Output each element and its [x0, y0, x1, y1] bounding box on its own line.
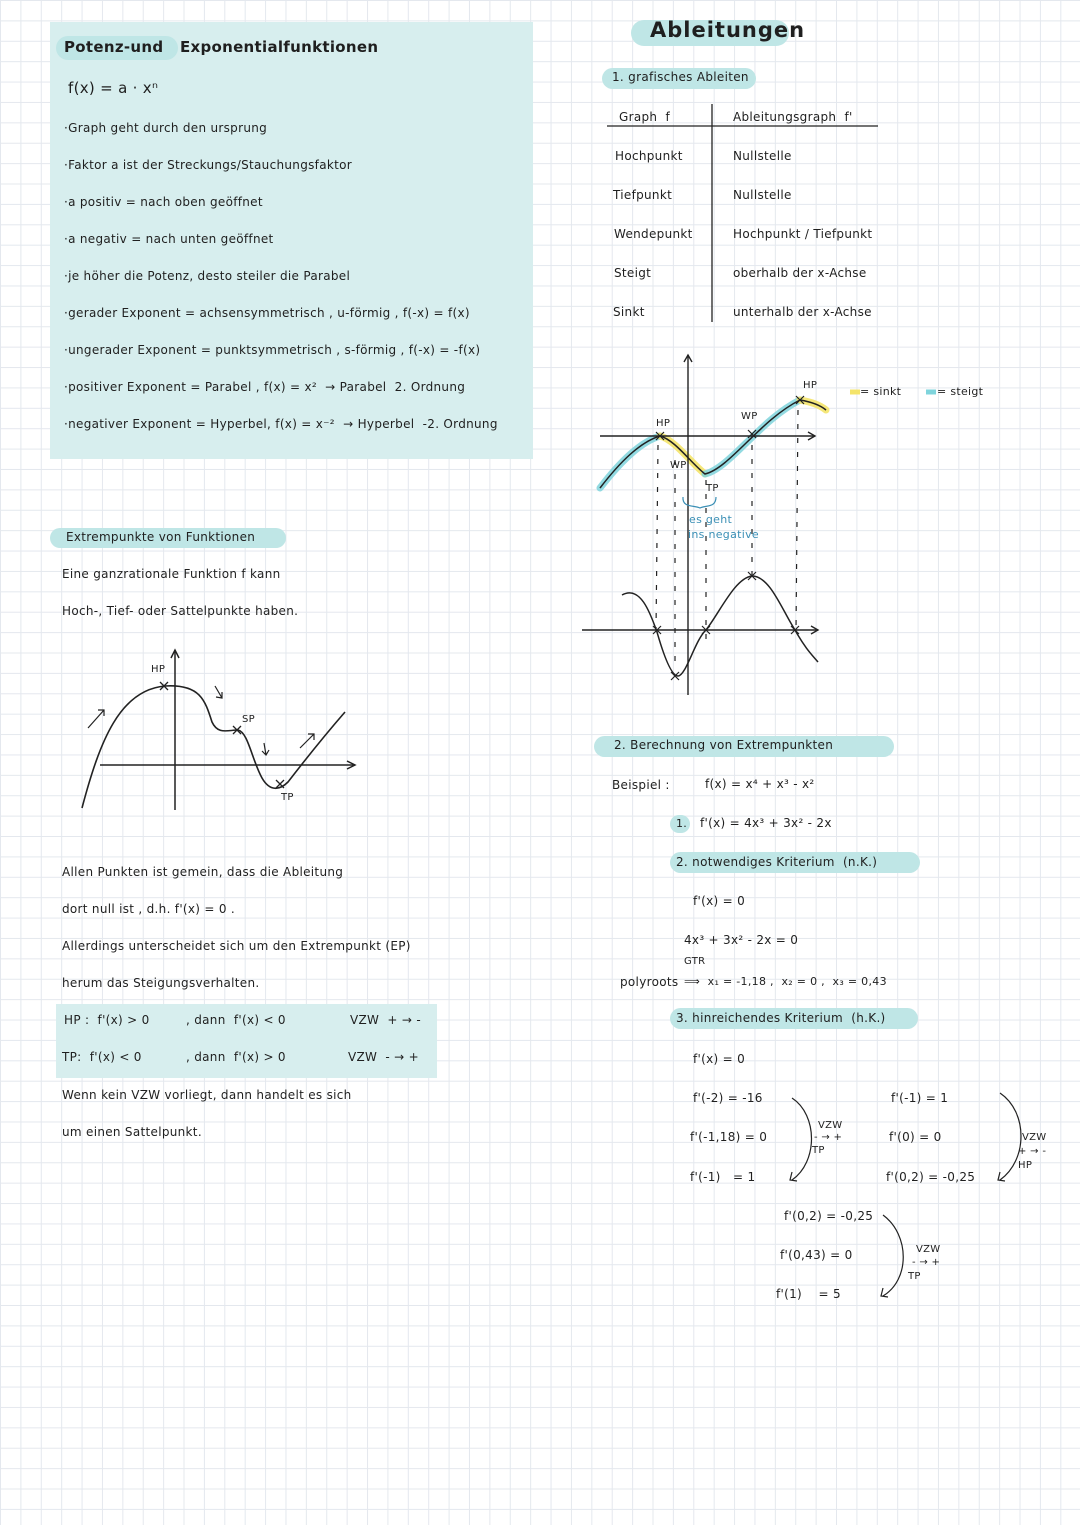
group3-line: f'(0,2) = -0,25	[784, 1209, 874, 1223]
tp-label: TP	[281, 792, 294, 803]
hp-vzw: VZW + → -	[350, 1013, 421, 1027]
potenz-line: ·positiver Exponent = Parabel , f(x) = x² → Parabel 2. Ordnung	[64, 380, 466, 394]
group1-line: f'(-2) = -16	[693, 1091, 763, 1105]
drop-line	[656, 445, 658, 630]
extrem-text: Allerdings unterscheidet sich um den Extrempunkt (EP)	[62, 939, 411, 953]
potenz-line: ·gerader Exponent = achsensymmetrisch , u-förmig , f(-x) = f(x)	[64, 306, 470, 320]
vzw-sign: - → +	[912, 1257, 941, 1268]
step1-formula: f'(x) = 4x³ + 3x² - 2x	[700, 816, 832, 830]
min-marker	[671, 672, 679, 680]
arrow-up-icon	[88, 710, 104, 728]
note-label: ins negative	[688, 528, 759, 541]
bracket-icon	[883, 1215, 903, 1296]
extrem-outro: Wenn kein VZW vorliegt, dann handelt es sich	[62, 1088, 352, 1102]
roots-result: ⟹ x₁ = -1,18 , x₂ = 0 , x₃ = 0,43	[684, 975, 887, 988]
potenz-line: ·je höher die Potenz, desto steiler die Parabel	[64, 269, 351, 283]
wp-marker	[748, 430, 756, 438]
potenz-line: ·negativer Exponent = Hyperbel, f(x) = x⁻² → Hyperbel -2. Ordnung	[64, 417, 498, 431]
tp-marker	[276, 780, 284, 788]
vzw-result: TP	[812, 1145, 825, 1156]
extrem-outro: um einen Sattelpunkt.	[62, 1125, 202, 1139]
group2-line: f'(0) = 0	[889, 1130, 942, 1144]
potenz-formula: f(x) = a · xⁿ	[68, 79, 159, 97]
table-cell: Wendepunkt	[614, 227, 693, 241]
potenz-line: ·a negativ = nach unten geöffnet	[64, 232, 274, 246]
group2-line: f'(0,2) = -0,25	[886, 1170, 976, 1184]
brace-icon	[683, 497, 716, 508]
vzw-result: TP	[908, 1271, 921, 1282]
hp-then: , dann f'(x) < 0	[186, 1013, 286, 1027]
hp-marker	[796, 396, 804, 404]
potenz-line: ·a positiv = nach oben geöffnet	[64, 195, 263, 209]
upper-x-arrow	[808, 432, 815, 440]
hk-line: f'(x) = 0	[693, 1052, 746, 1066]
table-cell: oberhalb der x-Achse	[733, 266, 867, 280]
tp-then: , dann f'(x) > 0	[186, 1050, 286, 1064]
group1-line: f'(-1) = 1	[690, 1170, 756, 1184]
section2-title: 2. Berechnung von Extrempunkten	[614, 738, 834, 752]
extrem-intro: Eine ganzrationale Funktion f kann	[62, 567, 281, 581]
steigt-highlight	[600, 436, 660, 488]
beispiel-label: Beispiel :	[612, 778, 670, 792]
table-cell: Hochpunkt	[615, 149, 683, 163]
group3-line: f'(0,43) = 0	[780, 1248, 853, 1262]
extrem-text: herum das Steigungsverhalten.	[62, 976, 260, 990]
table-cell: Nullstelle	[733, 188, 792, 202]
sp-label: SP	[242, 714, 255, 725]
x-axis-arrow	[347, 761, 355, 769]
table-cell: Tiefpunkt	[613, 188, 673, 202]
wp-label: WP	[741, 411, 758, 422]
sinkt-highlight	[800, 400, 826, 410]
polyroots-label: polyroots	[620, 975, 679, 989]
bracket-icon	[792, 1098, 812, 1180]
zero-marker	[653, 626, 661, 634]
legend-steigt: = steigt	[937, 385, 984, 398]
nk-line: 4x³ + 3x² - 2x = 0	[684, 933, 799, 947]
tp-condition: TP: f'(x) < 0	[62, 1050, 142, 1064]
vzw-label: VZW	[916, 1244, 941, 1255]
extrem-intro: Hoch-, Tief- oder Sattelpunkte haben.	[62, 604, 299, 618]
potenz-line: ·Faktor a ist der Streckungs/Stauchungsfaktor	[64, 158, 352, 172]
nk-line: GTR	[684, 956, 706, 967]
potenz-title: Potenz-und Exponentialfunktionen	[64, 38, 379, 56]
beispiel-formula: f(x) = x⁴ + x³ - x²	[705, 777, 815, 791]
extrem-curve	[82, 686, 345, 808]
group1-line: f'(-1,18) = 0	[690, 1130, 768, 1144]
table-cell: unterhalb der x-Achse	[733, 305, 872, 319]
group2-line: f'(-1) = 1	[891, 1091, 949, 1105]
vzw-label: VZW	[1022, 1132, 1047, 1143]
group3-line: f'(1) = 5	[776, 1287, 841, 1301]
max-marker	[748, 572, 756, 580]
table-cell: Sinkt	[613, 305, 645, 319]
drop-line	[796, 410, 798, 630]
derivative-curve	[622, 576, 818, 676]
section1-title: 1. grafisches Ableiten	[612, 70, 749, 84]
arrow-down-icon	[215, 686, 222, 698]
nk-line: f'(x) = 0	[693, 894, 746, 908]
function-curve	[600, 400, 826, 488]
step3-title: 3. hinreichendes Kriterium (h.K.)	[676, 1011, 886, 1025]
note-label: es geht	[689, 513, 733, 526]
wp-label: WP	[670, 460, 687, 471]
hp-marker	[160, 682, 168, 690]
hp-condition: HP : f'(x) > 0	[64, 1013, 150, 1027]
hp-label: HP	[151, 664, 166, 675]
lower-x-arrow	[811, 626, 818, 634]
vzw-result: HP	[1018, 1160, 1033, 1171]
potenz-line: ·Graph geht durch den ursprung	[64, 121, 268, 135]
potenz-line: ·ungerader Exponent = punktsymmetrisch , s-förmig , f(-x) = -f(x)	[64, 343, 481, 357]
tp-vzw: VZW - → +	[348, 1050, 419, 1064]
vzw-sign: - → +	[814, 1132, 843, 1143]
table-header: Graph f	[619, 110, 671, 124]
hp-label: HP	[656, 418, 671, 429]
y-axis-arrow	[684, 355, 692, 362]
hp-marker	[656, 432, 664, 440]
extrem-text: dort null ist , d.h. f'(x) = 0 .	[62, 902, 236, 916]
table-cell: Hochpunkt / Tiefpunkt	[733, 227, 873, 241]
table-header: Ableitungsgraph f'	[733, 110, 853, 124]
bracket-arrow	[998, 1172, 1005, 1181]
zero-marker	[702, 626, 710, 634]
vzw-label: VZW	[818, 1120, 843, 1131]
ableitungen-title: Ableitungen	[650, 18, 806, 42]
extrem-text: Allen Punkten ist gemein, dass die Ableitung	[62, 865, 344, 879]
vzw-sign: + → -	[1018, 1146, 1047, 1157]
step1-number: 1.	[676, 817, 688, 830]
table-cell: Steigt	[614, 266, 652, 280]
arrow-up-icon	[300, 734, 314, 748]
extrem-title: Extrempunkte von Funktionen	[66, 530, 256, 544]
y-axis-arrow	[171, 650, 179, 658]
zero-marker	[791, 626, 799, 634]
tp-label: TP	[706, 483, 719, 494]
sp-marker	[233, 726, 241, 734]
table-cell: Nullstelle	[733, 149, 792, 163]
arrow-down-icon	[262, 743, 269, 755]
step2-title: 2. notwendiges Kriterium (n.K.)	[676, 855, 878, 869]
bracket-arrow	[881, 1288, 888, 1297]
bracket-arrow	[790, 1172, 797, 1181]
legend-sinkt: = sinkt	[860, 385, 902, 398]
hp-label: HP	[803, 380, 818, 391]
